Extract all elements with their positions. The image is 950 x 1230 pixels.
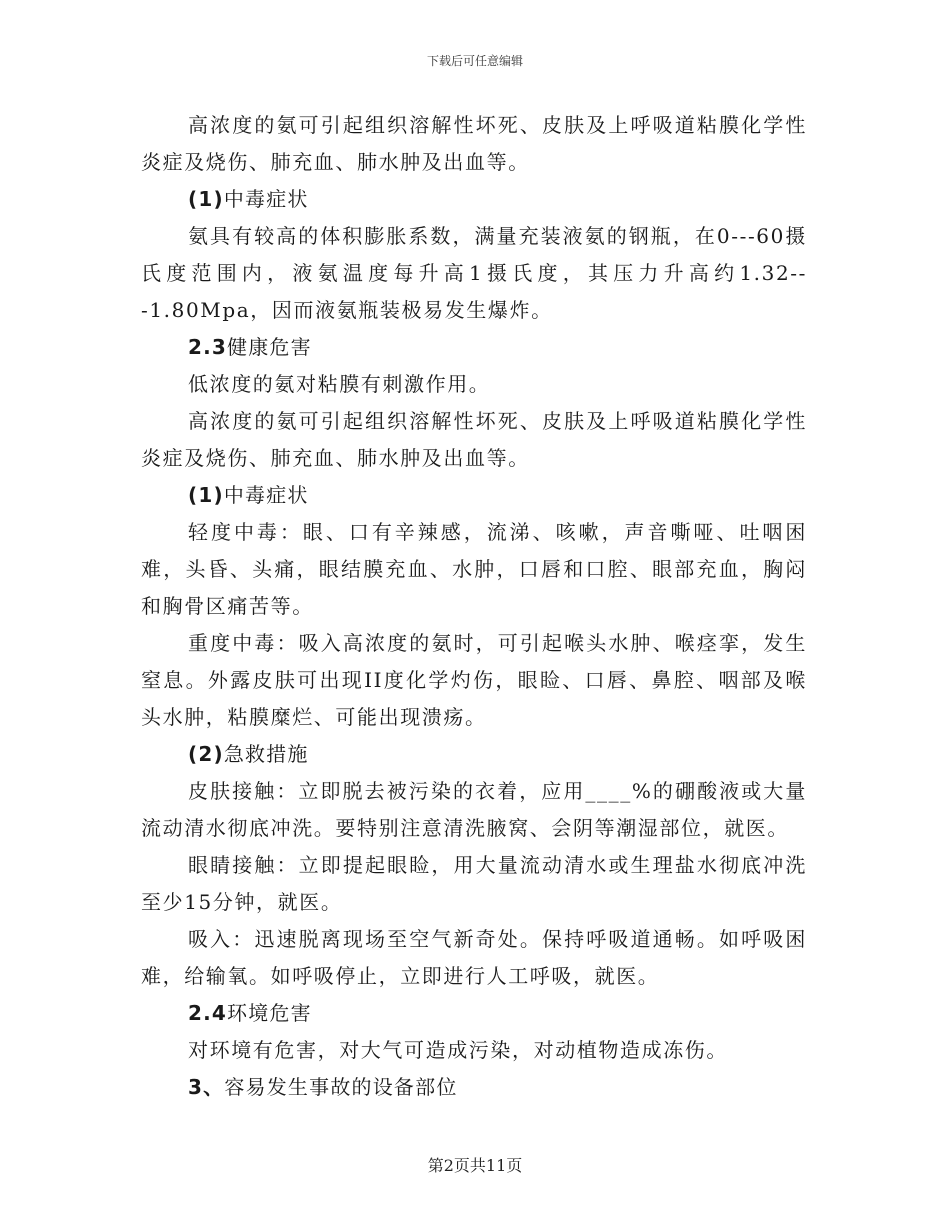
section-number: (1) — [188, 483, 224, 507]
section-heading — [141, 1069, 807, 1106]
section-title: 环境危害 — [227, 1001, 312, 1025]
section-title: 容易发生事故的设备部位 — [224, 1075, 458, 1099]
page-header: 下载后可任意编辑 — [426, 54, 523, 68]
section-number: (1) — [188, 187, 224, 211]
section-number: 2.3 — [188, 335, 228, 359]
section-title: 急救措施 — [223, 742, 309, 766]
body-paragraph: 皮肤接触：立即脱去被污染的衣着，应用____%的硼酸液或大量流动清水彻底冲洗。要特别注意清洗腋窝、会阴等潮湿部位，就医。 — [141, 779, 807, 840]
body-paragraph: 重度中毒：吸入高浓度的氨时，可引起喉头水肿、喉痉挛，发生窒息。外露皮肤可出现II度化学灼伤，眼睑、口唇、鼻腔、咽部及喉头水肿，粘膜糜烂、可能出现溃疡。 — [141, 631, 807, 729]
section-heading — [141, 995, 807, 1032]
body-paragraph: 高浓度的氨可引起组织溶解性坏死、皮肤及上呼吸道粘膜化学性炎症及烧伤、肺充血、肺水肿及出血等。 — [141, 113, 807, 174]
section-heading — [141, 181, 807, 218]
body-paragraph: 低浓度的氨对粘膜有刺激作用。 — [188, 372, 491, 396]
section-heading — [141, 329, 807, 366]
body-paragraph: 眼睛接触：立即提起眼睑，用大量流动清水或生理盐水彻底冲洗至少15分钟，就医。 — [141, 853, 807, 914]
body-paragraph: 氨具有较高的体积膨胀系数，满量充装液氨的钢瓶，在0---60摄氏度范围内，液氨温度每升高1摄氏度，其压力升高约1.32---1.80Mpa，因而液氨瓶装极易发生爆炸。 — [141, 224, 807, 322]
body-paragraph: 高浓度的氨可引起组织溶解性坏死、皮肤及上呼吸道粘膜化学性炎症及烧伤、肺充血、肺水肿及出血等。 — [141, 409, 807, 470]
body-paragraph: 对环境有危害，对大气可造成污染，对动植物造成冻伤。 — [188, 1038, 728, 1062]
section-number: 3、 — [188, 1075, 225, 1099]
body-paragraph: 吸入：迅速脱离现场至空气新奇处。保持呼吸道通畅。如呼吸困难，给输氧。如呼吸停止，立即进行人工呼吸，就医。 — [141, 927, 807, 988]
section-number: (2) — [188, 742, 224, 766]
section-title: 中毒症状 — [223, 187, 309, 211]
document-body — [141, 107, 807, 1106]
section-title: 健康危害 — [227, 335, 312, 359]
section-number: 2.4 — [188, 1001, 228, 1025]
section-heading — [141, 736, 807, 773]
body-paragraph: 轻度中毒：眼、口有辛辣感，流涕、咳嗽，声音嘶哑、吐咽困难，头昏、头痛，眼结膜充血、水肿，口唇和口腔、眼部充血，胸闷和胸骨区痛苦等。 — [141, 520, 807, 618]
section-title: 中毒症状 — [223, 483, 309, 507]
section-heading — [141, 477, 807, 514]
page-footer: 第2页共11页 — [427, 1156, 523, 1175]
